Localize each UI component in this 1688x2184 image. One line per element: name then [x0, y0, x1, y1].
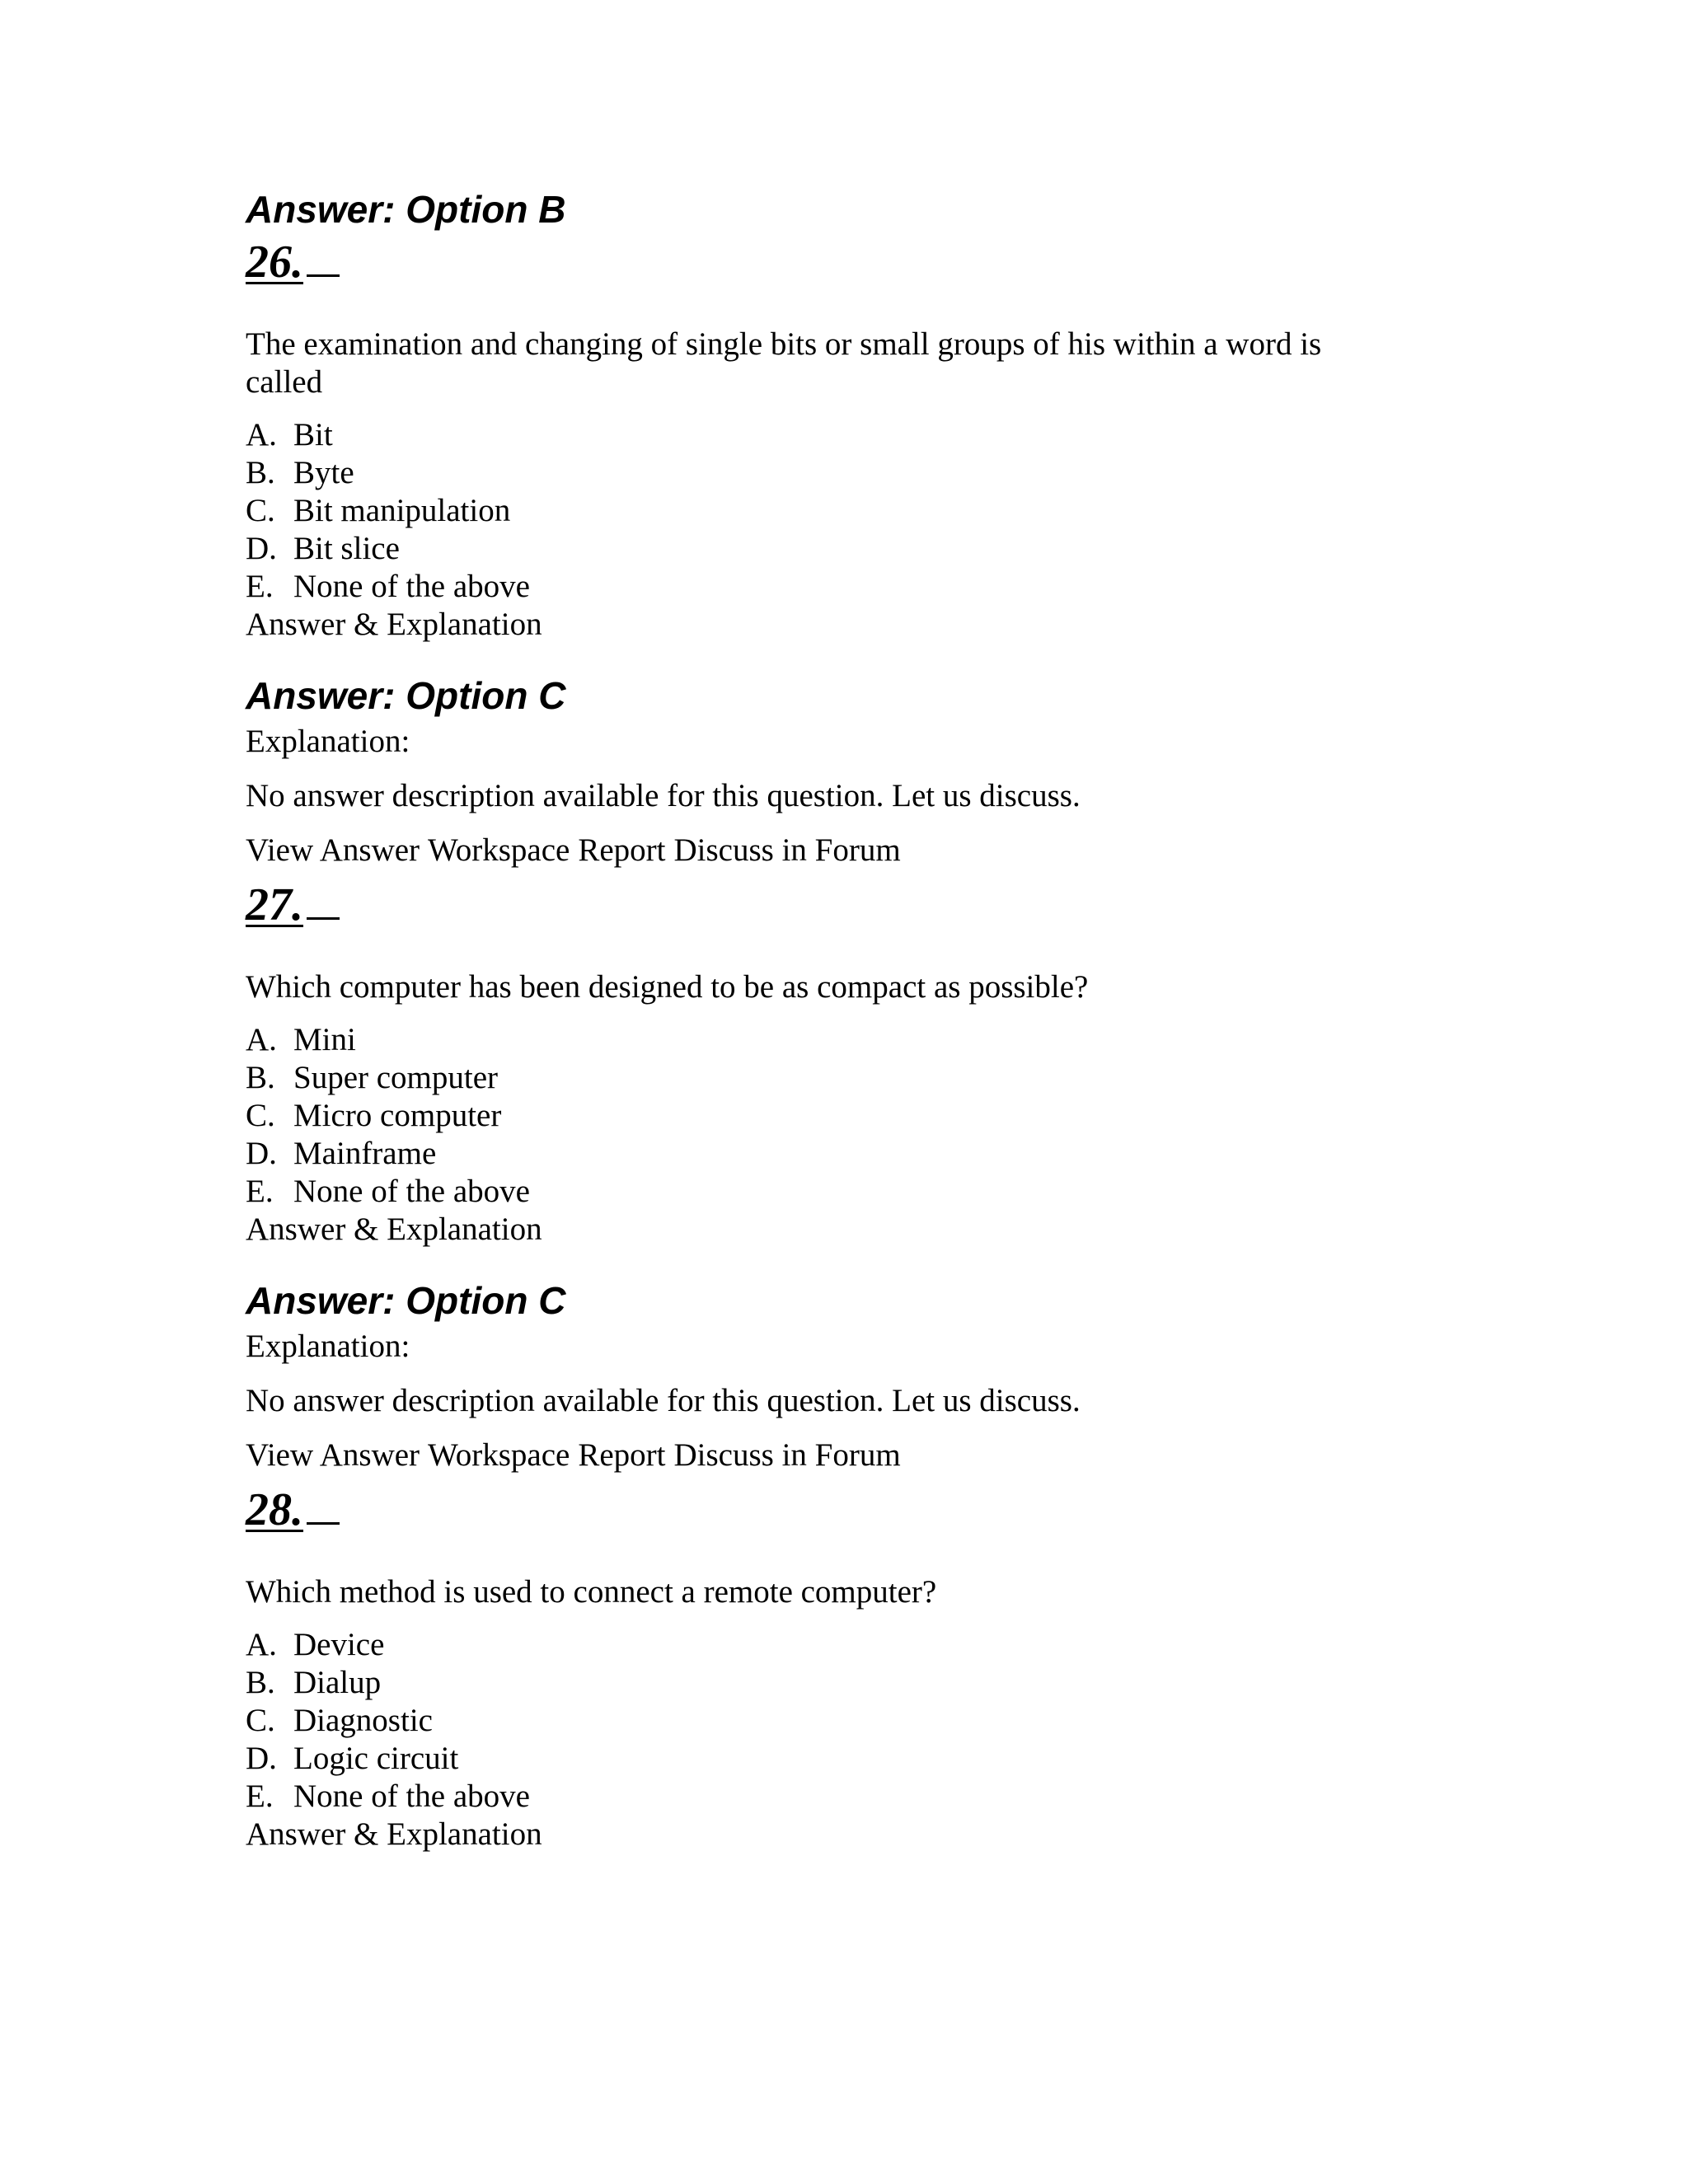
report-link[interactable]: Report	[578, 832, 666, 868]
option-item[interactable]: A. Mini	[246, 1022, 356, 1057]
workspace-link[interactable]: Workspace	[428, 1437, 570, 1473]
option-item[interactable]: B. Super computer	[246, 1060, 499, 1095]
view-answer-link[interactable]: View Answer	[246, 832, 420, 868]
explanation-label: Explanation:	[246, 1329, 410, 1364]
option-item[interactable]: D. Bit slice	[246, 531, 400, 566]
question-text: Which computer has been designed to be as compact as possible?	[246, 969, 1089, 1005]
answer-heading: Answer: Option B	[246, 188, 566, 231]
question-number: 28.	[246, 1481, 1441, 1539]
explanation-text: No answer description available for this question. Let us discuss.	[246, 778, 1081, 813]
options-list	[246, 1021, 1441, 1211]
option-item[interactable]: E. None of the above	[246, 1779, 530, 1814]
question-number: 26.	[246, 233, 1441, 291]
answer-explanation-link[interactable]: Answer & Explanation	[246, 1816, 542, 1852]
option-item[interactable]: C. Bit manipulation	[246, 493, 511, 528]
option-item[interactable]: B. Dialup	[246, 1665, 382, 1700]
question-text: The examination and changing of single bits or small groups of his within a word is called	[246, 326, 1322, 400]
report-link[interactable]: Report	[578, 1437, 666, 1473]
question-block	[246, 233, 1441, 869]
answer-explanation-link[interactable]: Answer & Explanation	[246, 607, 542, 642]
workspace-link[interactable]: Workspace	[428, 832, 570, 868]
option-item[interactable]: B. Byte	[246, 455, 354, 490]
question-actions	[246, 832, 1441, 869]
option-item[interactable]: E. None of the above	[246, 1174, 530, 1209]
options-list	[246, 1626, 1441, 1816]
discuss-in-forum-link[interactable]: Discuss in Forum	[673, 1437, 901, 1473]
answer-explanation-link[interactable]: Answer & Explanation	[246, 1212, 542, 1247]
question-block	[246, 876, 1441, 1474]
option-item[interactable]: D. Logic circuit	[246, 1741, 459, 1776]
option-item[interactable]: C. Micro computer	[246, 1098, 502, 1133]
answer-heading: Answer: Option C	[246, 1279, 566, 1322]
options-list	[246, 416, 1441, 606]
page-content	[246, 185, 1441, 1854]
option-item[interactable]: A. Bit	[246, 417, 333, 452]
option-item[interactable]: D. Mainframe	[246, 1136, 437, 1171]
option-item[interactable]: C. Diagnostic	[246, 1703, 433, 1738]
question-actions	[246, 1436, 1441, 1474]
option-item[interactable]: A. Device	[246, 1627, 385, 1662]
question-text: Which method is used to connect a remote computer?	[246, 1574, 937, 1610]
answer-heading: Answer: Option C	[246, 674, 566, 717]
explanation-label: Explanation:	[246, 724, 410, 759]
option-item[interactable]: E. None of the above	[246, 569, 530, 604]
question-number: 27.	[246, 876, 1441, 934]
question-block	[246, 1481, 1441, 1854]
view-answer-link[interactable]: View Answer	[246, 1437, 420, 1473]
discuss-in-forum-link[interactable]: Discuss in Forum	[673, 832, 901, 868]
explanation-text: No answer description available for this question. Let us discuss.	[246, 1383, 1081, 1418]
